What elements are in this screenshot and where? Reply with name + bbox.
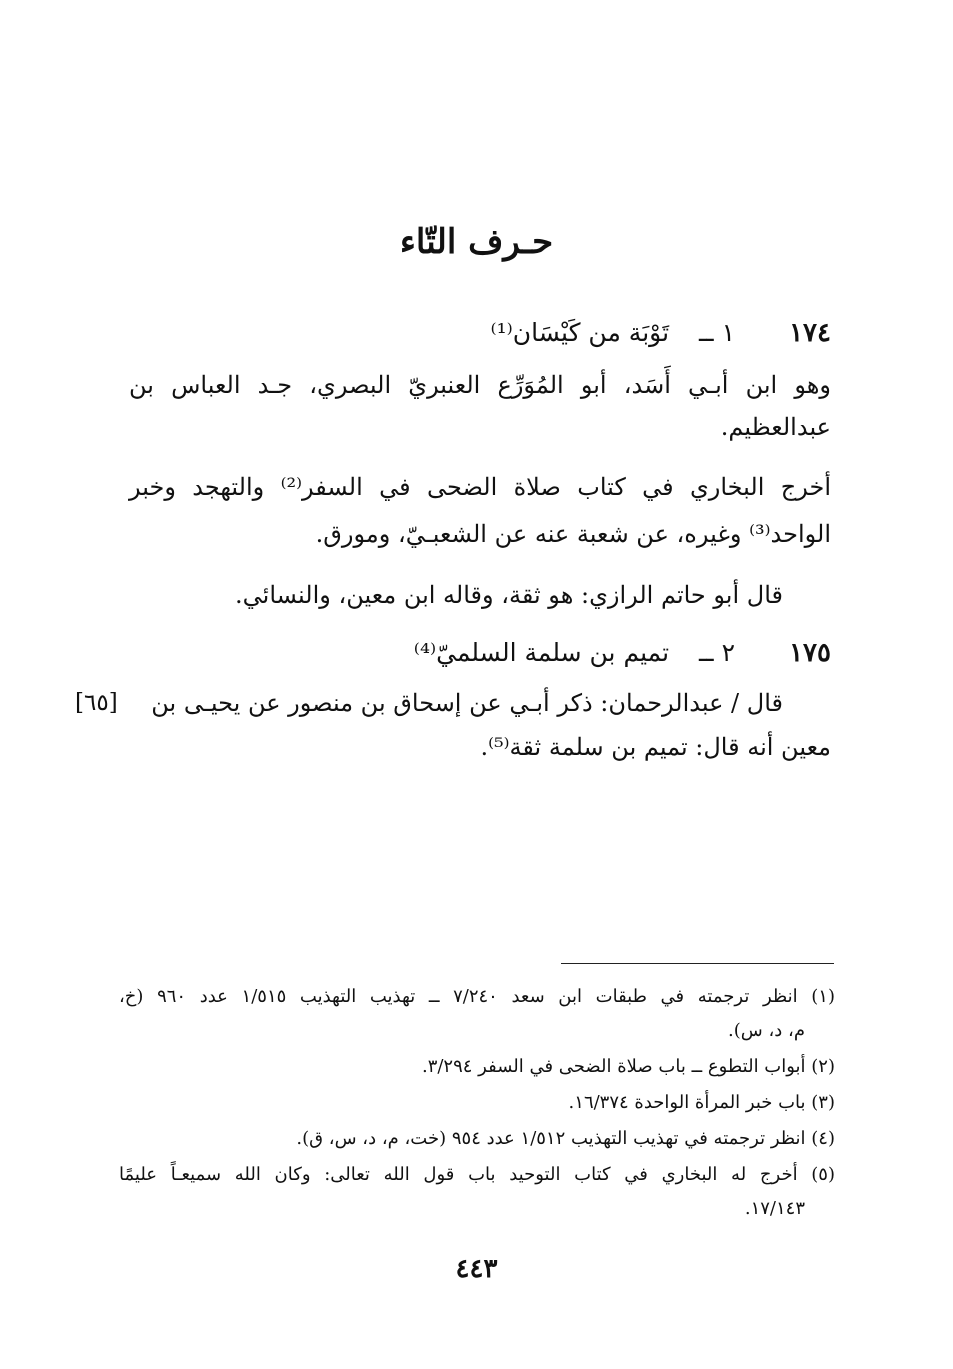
entry-name: تميم بن سلمة السلميّ⁽⁴⁾ (413, 638, 670, 667)
entry-number: ١٧٤ (789, 318, 831, 348)
page-number: ٤٤٣ (455, 1254, 498, 1284)
text-line: معين أنه قال: تميم بن سلمة ثقة⁽⁵⁾. (480, 733, 831, 761)
footnote-line: ١٧/١٤٣. (744, 1198, 805, 1219)
footnote-line: (٢) أبواب التطوع ــ باب صلاة الضحى في السفر ٣/٢٩٤. (421, 1056, 835, 1077)
footnote-line: (٤) انظر ترجمته في تهذيب التهذيب ١/٥١٢ عدد ٩٥٤ (خت، م، د، س، ق). (296, 1128, 835, 1149)
text-line: الواحد⁽³⁾ وغيره، عن شعبة عنه عن الشعبـيّ، ومورق. (315, 520, 831, 548)
footnote-separator (561, 963, 834, 964)
footnote-line: م، د، س). (728, 1020, 805, 1041)
footnote-line: (٣) باب خبر المرأة الواحدة ١٦/٣٧٤. (568, 1092, 835, 1113)
footnote-line: (٥) أخرج له البخاري في كتاب التوحيد باب قول الله تعالى: وكان الله سميعـاً عليمًا (119, 1164, 835, 1185)
footnote-line: (١) انظر ترجمته في طبقات ابن سعد ٧/٢٤٠ ــ تهذيب التهذيب ١/٥١٥ عدد ٩٦٠ (خ، (119, 986, 835, 1007)
entry-number: ١٧٥ (789, 638, 831, 668)
chapter-title: حـرف التّاء (399, 222, 554, 262)
text-line: عبدالعظيم. (720, 413, 831, 441)
text-line: قال / عبدالرحمان: ذكر أبـي عن إسحاق بن منصور عن يحيـى بن (151, 689, 783, 717)
entry-index: ١ ــ (698, 318, 735, 347)
text-line: أخرج البخاري في كتاب صلاة الضحى في السفر⁽²⁾ والتهجد وخبر (129, 473, 831, 501)
entry-name: تَوْبَة من كَيْسَان⁽¹⁾ (490, 318, 670, 347)
text-line: قال أبو حاتم الرازي: هو ثقة، وقاله ابن معين، والنسائي. (235, 581, 783, 609)
entry-index: ٢ ــ (698, 638, 735, 667)
margin-page-ref: [٦٥] (75, 690, 118, 716)
entry-heading (490, 316, 735, 350)
text-line: وهو ابن أبـي أَسَد، أبو المُوَرِّع العنبريّ البصري، جـد العباس بن (129, 371, 831, 399)
entry-heading (414, 636, 735, 670)
